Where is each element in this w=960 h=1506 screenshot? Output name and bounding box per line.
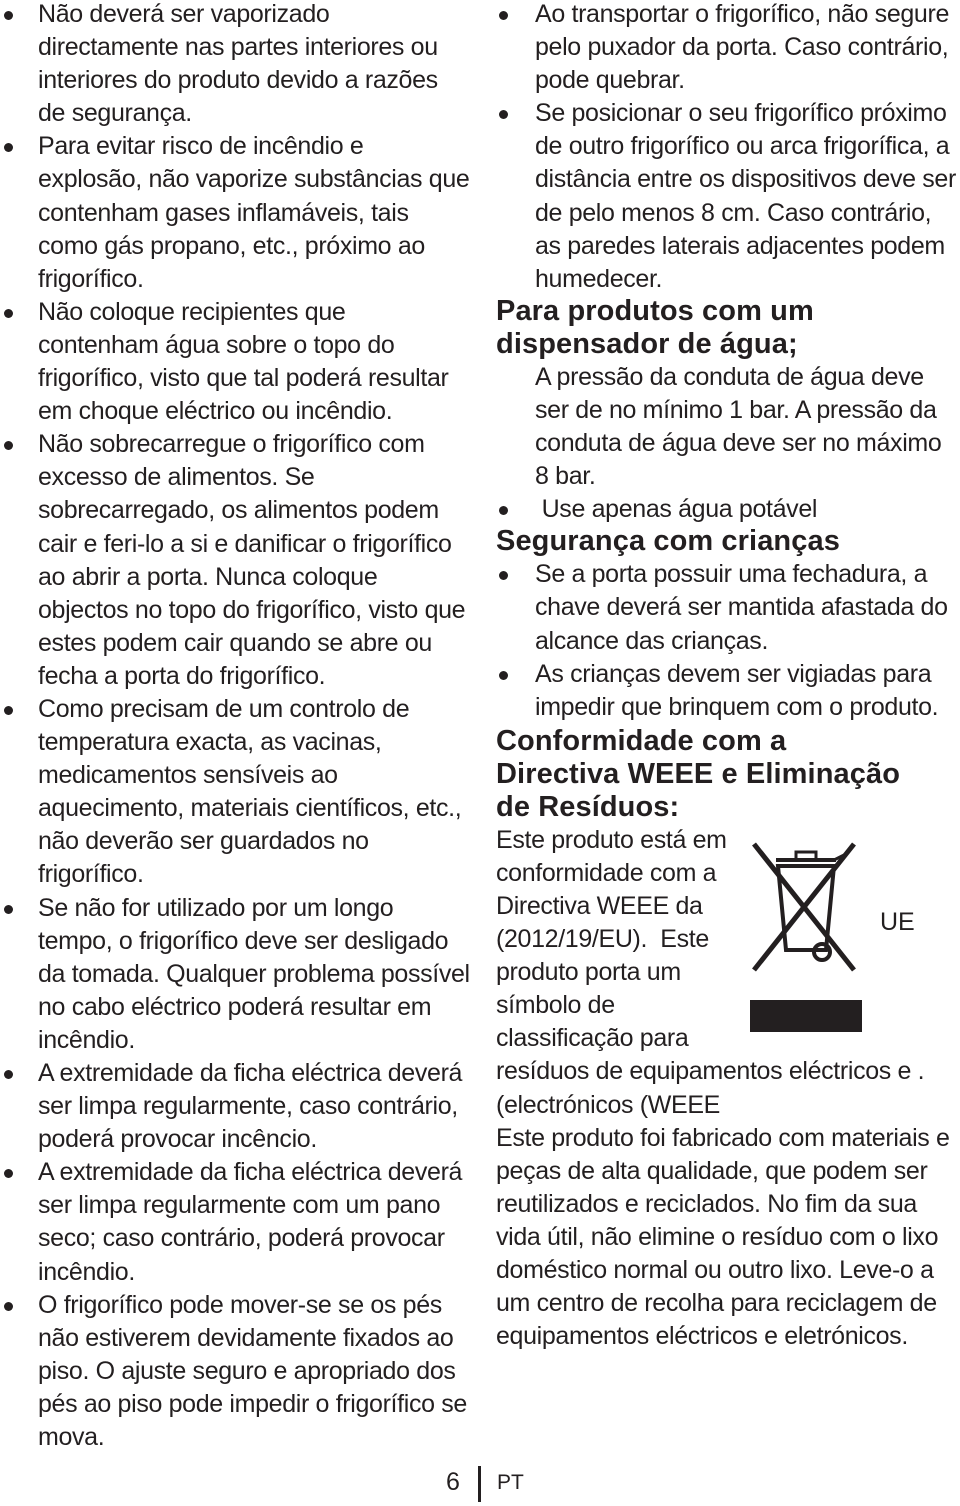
bullet-icon bbox=[4, 706, 13, 715]
right-column bbox=[480, 0, 958, 1353]
weee-heading: Conformidade com a Directiva WEEE e Eliminação de Resíduos: bbox=[496, 724, 901, 823]
footer-divider bbox=[478, 1466, 481, 1502]
weee-continuation: resíduos de equipamentos eléctricos e .(electrónicos (WEEE bbox=[496, 1057, 925, 1119]
bullet-icon bbox=[499, 110, 508, 119]
child-safety-heading: Segurança com crianças bbox=[496, 525, 840, 558]
child-safety-bullet-list bbox=[480, 558, 958, 723]
water-bullet-list bbox=[480, 493, 958, 526]
list-item: A extremidade da ficha eléctrica deverá ser limpa regularmente, caso contrário, poderá provocar incêncio. bbox=[0, 1057, 470, 1156]
left-bullet-list bbox=[0, 0, 470, 1454]
page-footer bbox=[0, 1466, 960, 1506]
bullet-icon bbox=[4, 11, 13, 20]
list-item: As crianças devem ser vigiadas para impedir que brinquem com o produto. bbox=[480, 658, 958, 724]
list-item: Se posicionar o seu frigorífico próximo de outro frigorífico ou arca frigorífica, a distância entre os dispositivos deve ser de pelo menos 8 cm. Caso contrário, as paredes laterais adjacentes podem humedecer. bbox=[480, 97, 958, 296]
list-item: Não deverá ser vaporizado directamente nas partes interiores ou interiores do produto devido a razões de segurança. bbox=[0, 0, 470, 130]
weee-compliance-block bbox=[480, 824, 958, 1056]
right-top-bullet-list bbox=[480, 0, 958, 296]
bullet-icon bbox=[4, 309, 13, 318]
bullet-icon bbox=[4, 143, 13, 152]
list-item: Use apenas água potável bbox=[480, 493, 958, 526]
list-item: Se a porta possuir uma fechadura, a chave deverá ser mantida afastada do alcance das crianças. bbox=[480, 558, 958, 657]
list-item: Como precisam de um controlo de temperatura exacta, as vacinas, medicamentos sensíveis ao aquecimento, materiais científicos, etc., não deverão ser guardados no frigorífico. bbox=[0, 693, 470, 892]
left-column bbox=[0, 0, 470, 1454]
bullet-icon bbox=[4, 441, 13, 450]
list-item: O frigorífico pode mover-se se os pés não estiverem devidamente fixados ao piso. O ajuste seguro e apropriado dos pés ao piso pode impedir o frigorífico se mova. bbox=[0, 1289, 470, 1454]
bullet-icon bbox=[4, 1070, 13, 1079]
bullet-icon bbox=[499, 506, 508, 515]
list-item: Ao transportar o frigorífico, não segure pelo puxador da porta. Caso contrário, pode quebrar. bbox=[480, 0, 958, 97]
bullet-icon bbox=[4, 1169, 13, 1178]
bullet-icon bbox=[499, 11, 508, 20]
bullet-icon bbox=[4, 1302, 13, 1311]
weee-text: Este produto está em conformidade com a Directiva WEEE da (2012/19/EU). Este produto porta um símbolo de classificação para bbox=[496, 825, 727, 1053]
weee-recycling-paragraph: Este produto foi fabricado com materiais e peças de alta qualidade, que podem ser reutilizados e reciclados. No fim da sua vida útil, não elimine o resíduo com o lixo doméstico normal ou outro lixo. Leve-o a um centro de recolha para reciclagem de equipamentos eléctricos e eletrónicos. bbox=[496, 1123, 950, 1351]
language-code: PT bbox=[497, 1471, 524, 1494]
bullet-icon bbox=[4, 905, 13, 914]
list-item: A extremidade da ficha eléctrica deverá ser limpa regularmente com um pano seco; caso contrário, poderá provocar incêndio. bbox=[0, 1156, 470, 1288]
list-item: Não coloque recipientes que contenham água sobre o topo do frigorífico, visto que tal poderá resultar em choque eléctrico ou incêndio. bbox=[0, 296, 470, 428]
ue-label: UE bbox=[880, 907, 915, 936]
crossed-out-wheelie-bin-icon bbox=[750, 832, 862, 1032]
list-item: Para evitar risco de incêndio e explosão, não vaporize substâncias que contenham gases inflamáveis, tais como gás propano, etc., próximo ao frigorífico. bbox=[0, 130, 470, 295]
bullet-icon bbox=[499, 571, 508, 580]
water-pressure-paragraph: A pressão da conduta de água deve ser de no mínimo 1 bar. A pressão da conduta de água deve ser no máximo 8 bar. bbox=[535, 362, 942, 491]
water-dispenser-heading: Para produtos com um dispensador de água; bbox=[496, 294, 814, 360]
page-number: 6 bbox=[446, 1468, 460, 1496]
list-item: Se não for utilizado por um longo tempo, o frigorífico deve ser desligado da tomada. Qualquer problema possível no cabo eléctrico poderá resultar em incêndio. bbox=[0, 892, 470, 1057]
list-item: Não sobrecarregue o frigorífico com excesso de alimentos. Se sobrecarregado, os alimentos podem cair e feri-lo a si e danificar o frigorífico ao abrir a porta. Nunca coloque objectos no topo do frigorífico, visto que estes podem cair quando se abre ou fecha a porta do frigorífico. bbox=[0, 428, 470, 693]
bullet-icon bbox=[499, 671, 508, 680]
